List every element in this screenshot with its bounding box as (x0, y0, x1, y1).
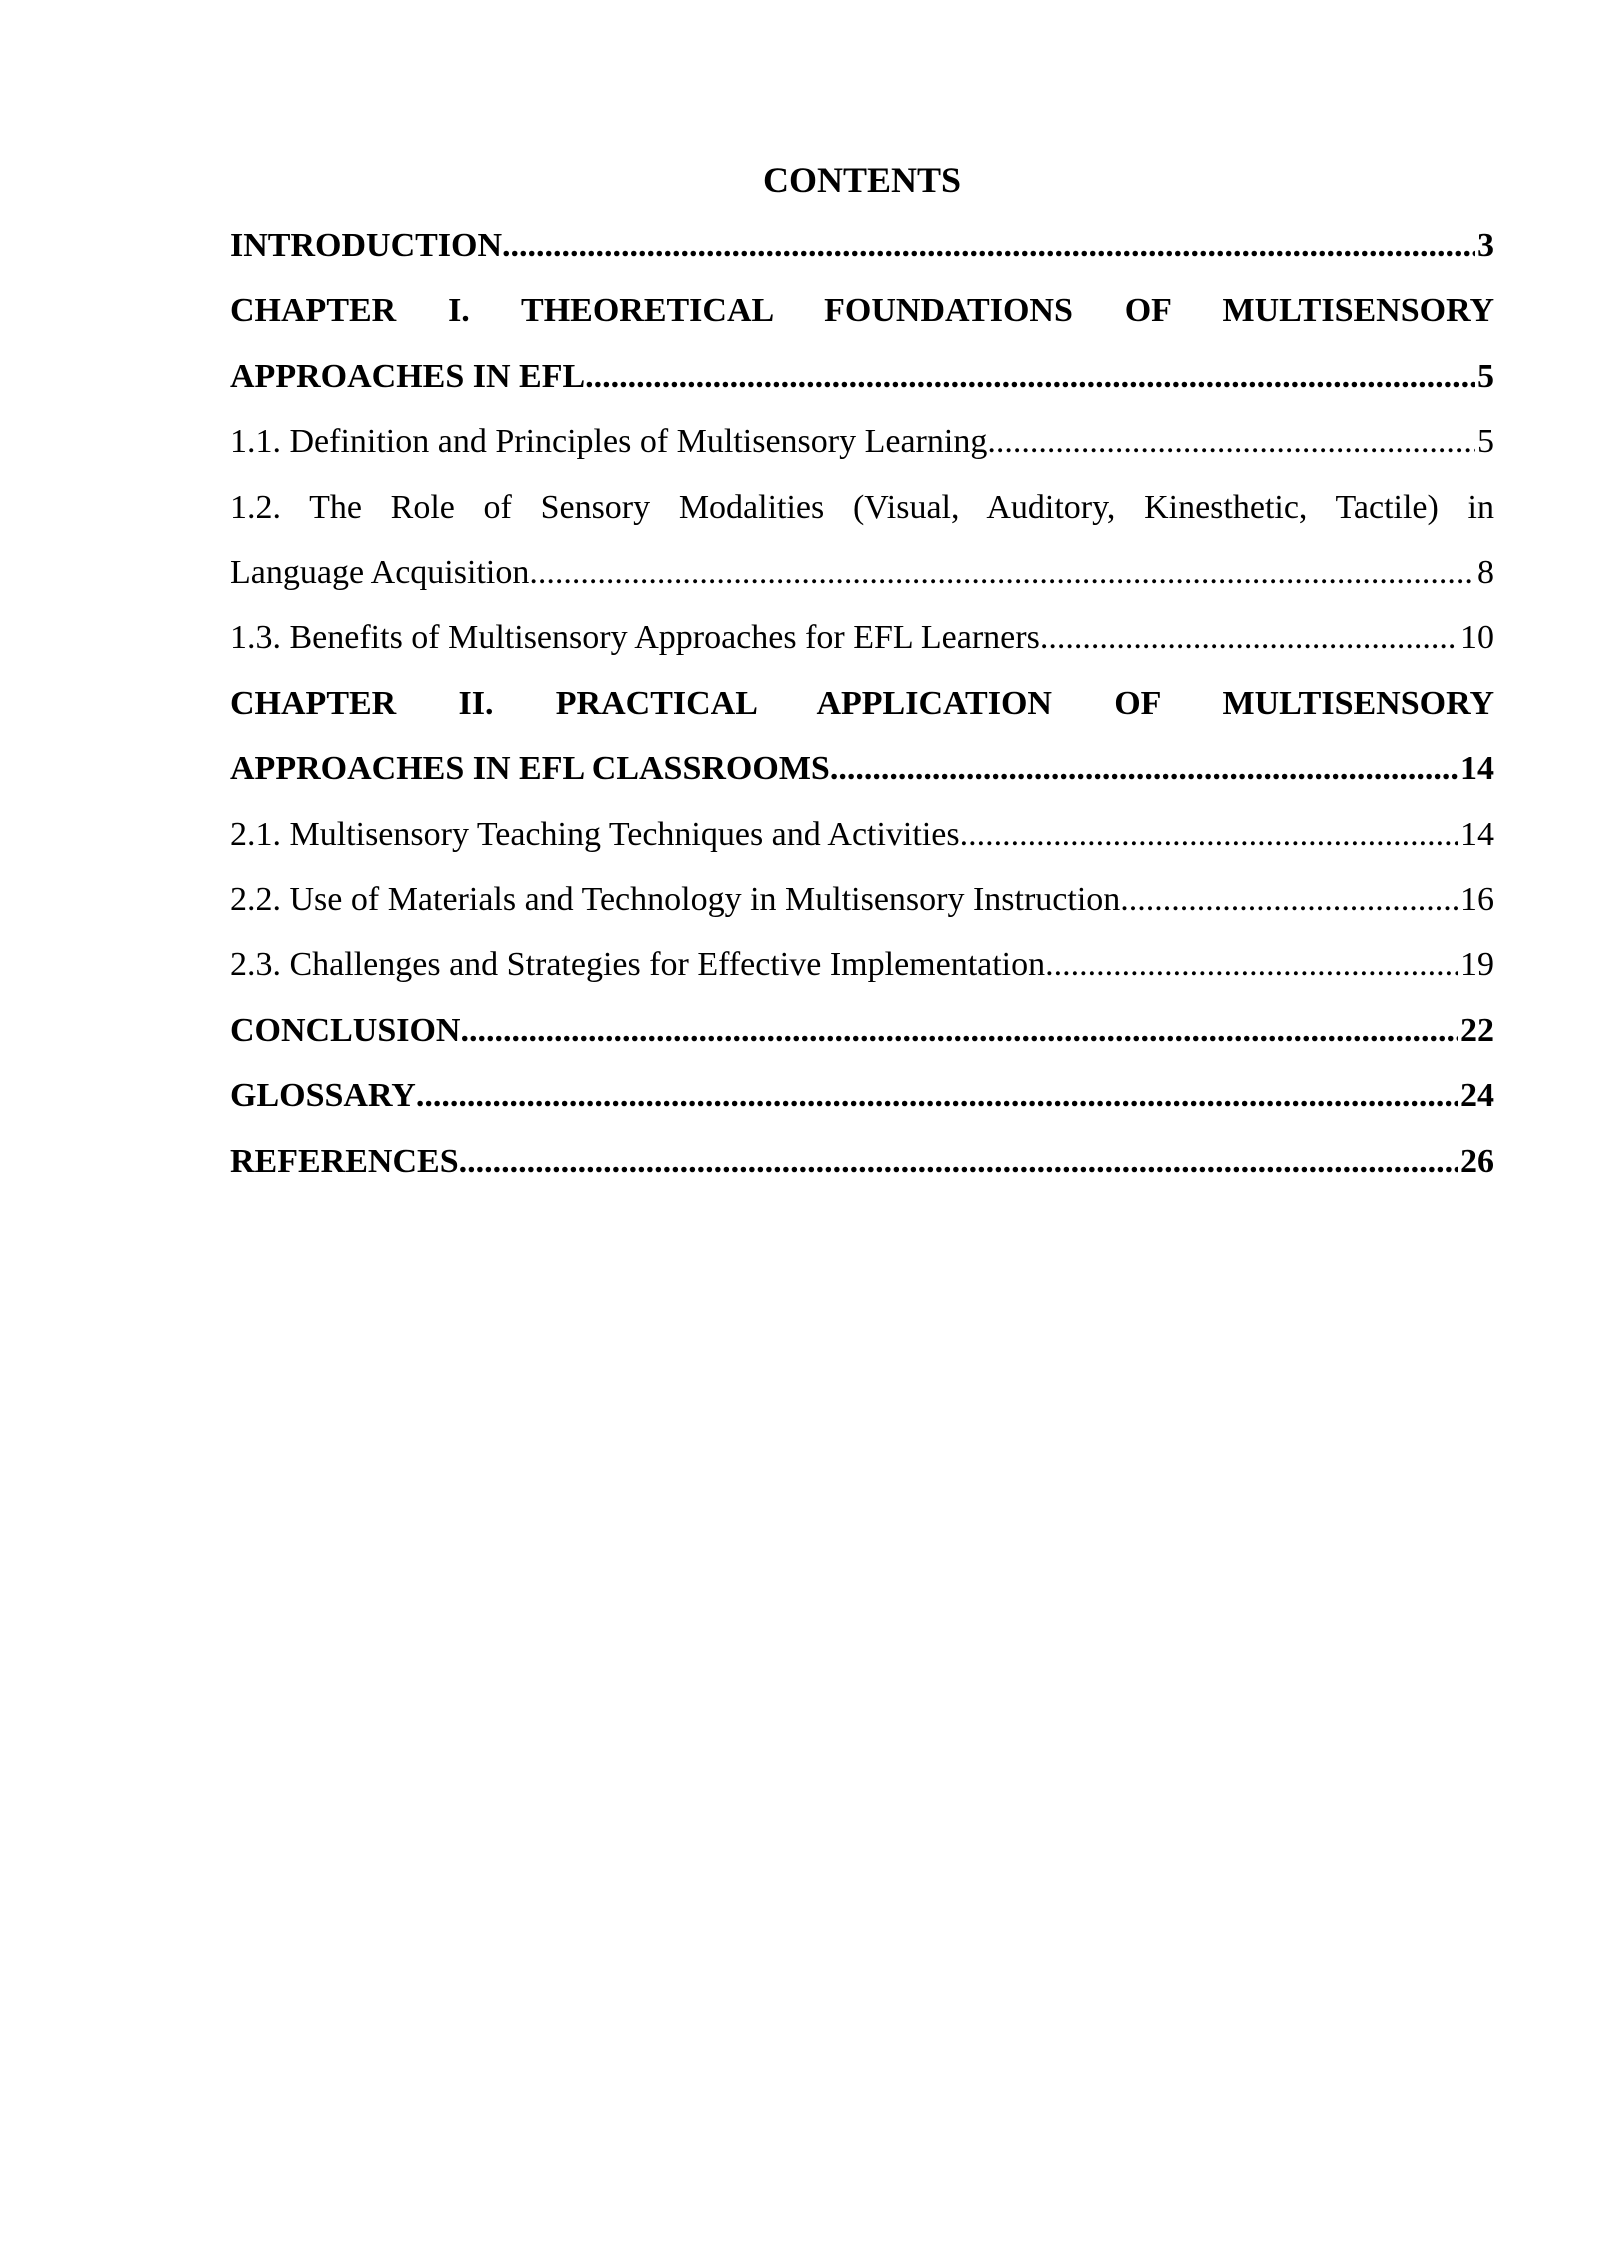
toc-page-number: 26 (1460, 1142, 1494, 1180)
dot-leader (460, 998, 1458, 1063)
toc-entry-2-2[interactable] (230, 867, 1494, 932)
toc-entry-label-line-1: CHAPTER II. PRACTICAL APPLICATION OF MULTISENSORY (230, 684, 1494, 722)
toc-page-number: 14 (1460, 815, 1494, 853)
dot-leader (1045, 932, 1458, 997)
toc-entry-label-line-2: APPROACHES IN EFL CLASSROOMS (230, 750, 830, 788)
toc-page-number: 5 (1477, 357, 1494, 395)
toc-entry-label-line-2: Language Acquisition (230, 554, 530, 592)
toc-entry-label: 1.3. Benefits of Multisensory Approaches for EFL Learners (230, 619, 1040, 657)
toc-entry-label-line-1: 1.2. The Role of Sensory Modalities (Visual, Auditory, Kinesthetic, Tactile) in (230, 488, 1494, 526)
toc-entry-chapter-1[interactable] (230, 278, 1494, 409)
toc-entry-line-2 (230, 540, 1494, 605)
dot-leader (529, 540, 1475, 605)
dot-leader (585, 344, 1475, 409)
toc-entry-1-2[interactable] (230, 475, 1494, 606)
toc-page-number: 8 (1477, 554, 1494, 592)
toc-entry-label-line-1: CHAPTER I. THEORETICAL FOUNDATIONS OF MULTISENSORY (230, 292, 1494, 330)
dot-leader (960, 802, 1458, 867)
toc-entry-label: CONCLUSION (230, 1011, 461, 1049)
dot-leader (459, 1129, 1458, 1194)
toc-page-number: 22 (1460, 1011, 1494, 1049)
toc-page-number: 24 (1460, 1077, 1494, 1115)
dot-leader (830, 736, 1458, 801)
toc-entry-chapter-2[interactable] (230, 671, 1494, 802)
toc-entry-label: GLOSSARY (230, 1077, 416, 1115)
toc-entry-2-3[interactable] (230, 932, 1494, 997)
toc-page-number: 10 (1460, 619, 1494, 657)
toc-page-number: 14 (1460, 750, 1494, 788)
toc-entry-label: 1.1. Definition and Principles of Multisensory Learning (230, 423, 988, 461)
toc-entry-label: 2.2. Use of Materials and Technology in Multisensory Instruction (230, 881, 1121, 919)
dot-leader (416, 1063, 1458, 1128)
toc-page-number: 16 (1460, 881, 1494, 919)
toc-entry-introduction[interactable] (230, 213, 1494, 278)
dot-leader (987, 409, 1475, 474)
toc-entry-1-3[interactable] (230, 605, 1494, 670)
toc-page-number: 19 (1460, 946, 1494, 984)
toc-entry-line-2 (230, 736, 1494, 801)
dot-leader (1120, 867, 1458, 932)
toc-entry-line-2 (230, 344, 1494, 409)
toc-entry-label: 2.3. Challenges and Strategies for Effective Implementation (230, 946, 1046, 984)
contents-heading: CONTENTS (762, 160, 962, 200)
toc-entry-label: 2.1. Multisensory Teaching Techniques and Activities (230, 815, 960, 853)
dot-leader (1040, 605, 1458, 670)
dot-leader (502, 213, 1475, 278)
toc-entry-glossary[interactable] (230, 1063, 1494, 1128)
toc-entry-label: REFERENCES (230, 1142, 459, 1180)
toc-entry-references[interactable] (230, 1129, 1494, 1194)
toc-entry-conclusion[interactable] (230, 998, 1494, 1063)
table-of-contents (230, 148, 1494, 1194)
toc-entry-label-line-2: APPROACHES IN EFL (230, 357, 586, 395)
toc-entry-1-1[interactable] (230, 409, 1494, 474)
toc-entry-label: INTRODUCTION (230, 227, 503, 264)
toc-page-number: 3 (1477, 227, 1494, 264)
toc-entry-2-1[interactable] (230, 802, 1494, 867)
toc-page-number: 5 (1477, 423, 1494, 461)
toc-list (230, 213, 1494, 1194)
